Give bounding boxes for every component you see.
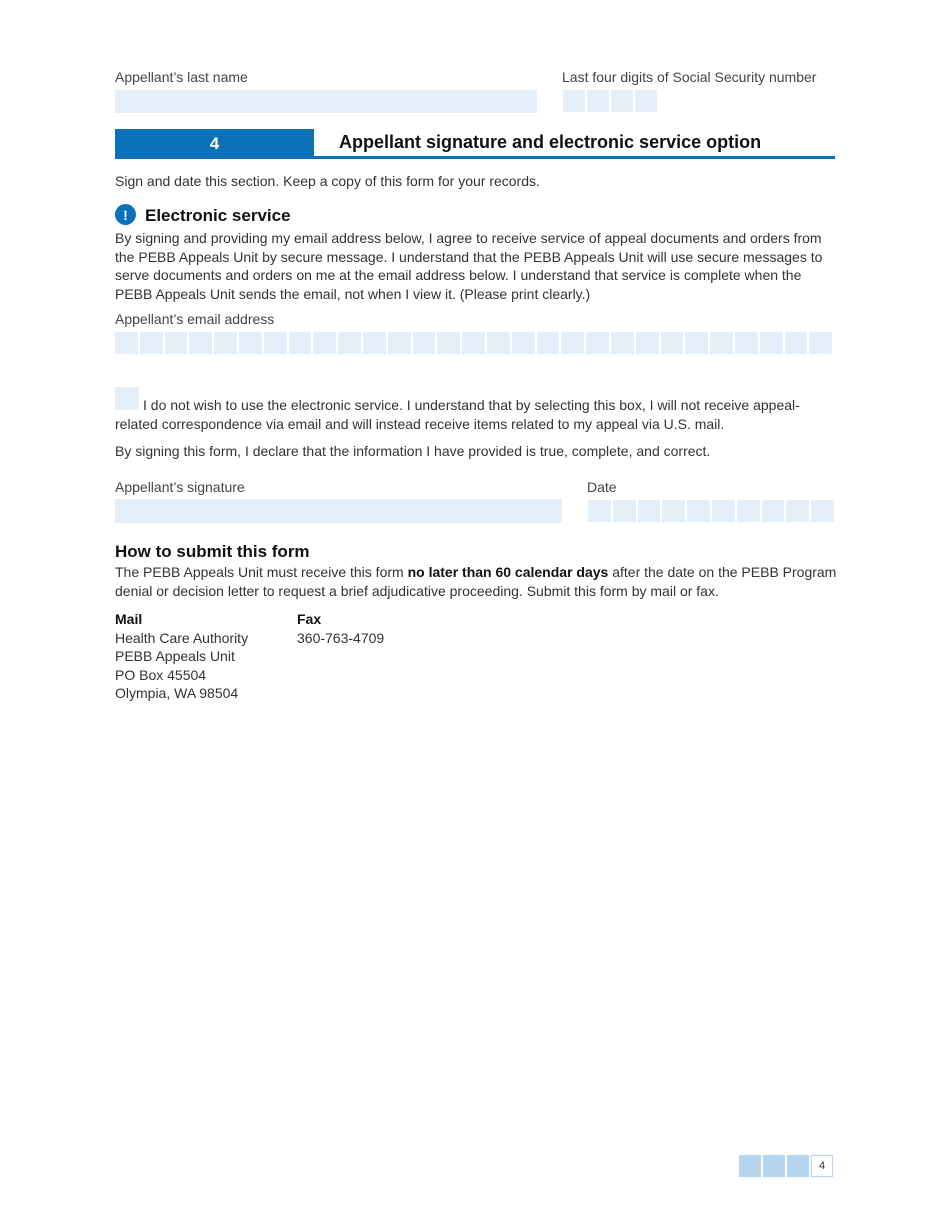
section-header — [115, 129, 835, 159]
char-box[interactable] — [685, 332, 708, 354]
char-box[interactable] — [638, 500, 661, 522]
section-number: 4 — [115, 129, 314, 159]
char-box[interactable] — [413, 332, 436, 354]
submit-body-pre: The PEBB Appeals Unit must receive this form — [115, 564, 408, 580]
opt-out-text: I do not wish to use the electronic service. I understand that by selecting this box, I will not receive appeal-related correspondence via email and will instead receive items related to my appeal via U.S. mail. — [115, 397, 800, 432]
date-label: Date — [587, 479, 617, 495]
char-box[interactable] — [636, 332, 659, 354]
char-box[interactable] — [140, 332, 163, 354]
ssn-digit-box[interactable] — [611, 90, 633, 112]
page-footer — [739, 1155, 833, 1177]
fax-number: 360-763-4709 — [297, 629, 385, 646]
char-box[interactable] — [760, 332, 783, 354]
char-box[interactable] — [611, 332, 634, 354]
fax-heading: Fax — [297, 611, 322, 627]
char-box[interactable] — [661, 332, 684, 354]
char-box[interactable] — [785, 332, 808, 354]
section-title: Appellant signature and electronic service option — [339, 132, 762, 152]
char-box[interactable] — [809, 332, 832, 354]
mail-heading: Mail — [115, 611, 143, 627]
char-box[interactable] — [264, 332, 287, 354]
char-box[interactable] — [737, 500, 760, 522]
char-box[interactable] — [786, 500, 809, 522]
ssn-input[interactable] — [563, 90, 657, 112]
char-box[interactable] — [363, 332, 386, 354]
mail-line: PO Box 45504 — [115, 666, 207, 683]
ssn-label: Last four digits of Social Security number — [562, 69, 817, 85]
page-tab — [787, 1155, 809, 1177]
mail-block — [115, 610, 248, 703]
char-box[interactable] — [487, 332, 510, 354]
mail-line: Health Care Authority — [115, 629, 249, 646]
declaration-text: By signing this form, I declare that the information I have provided is true, complete, and correct. — [115, 443, 711, 459]
char-box[interactable] — [437, 332, 460, 354]
char-box[interactable] — [115, 332, 138, 354]
mail-line: PEBB Appeals Unit — [115, 648, 235, 664]
section-instructions: Sign and date this section. Keep a copy of this form for your records. — [115, 173, 540, 189]
char-box[interactable] — [735, 332, 758, 354]
char-box[interactable] — [561, 332, 584, 354]
char-box[interactable] — [165, 332, 188, 354]
char-box[interactable] — [537, 332, 560, 354]
page-tab — [763, 1155, 785, 1177]
char-box[interactable] — [811, 500, 834, 522]
char-box[interactable] — [710, 332, 733, 354]
electronic-service-heading: Electronic service — [145, 206, 291, 225]
char-box[interactable] — [586, 332, 609, 354]
char-box[interactable] — [313, 332, 336, 354]
info-alert-icon: ! — [115, 204, 136, 225]
char-box[interactable] — [338, 332, 361, 354]
mail-line: Olympia, WA 98504 — [115, 685, 239, 701]
last-name-input[interactable] — [115, 90, 537, 113]
char-box[interactable] — [712, 500, 735, 522]
ssn-digit-box[interactable] — [587, 90, 609, 112]
ssn-digit-box[interactable] — [563, 90, 585, 112]
char-box[interactable] — [613, 500, 636, 522]
char-box[interactable] — [189, 332, 212, 354]
char-box[interactable] — [662, 500, 685, 522]
char-box[interactable] — [388, 332, 411, 354]
char-box[interactable] — [512, 332, 535, 354]
submit-deadline: no later than 60 calendar days — [407, 564, 609, 580]
char-box[interactable] — [289, 332, 312, 354]
date-input[interactable] — [588, 500, 834, 522]
char-box[interactable] — [462, 332, 485, 354]
page-number: 4 — [811, 1155, 833, 1177]
electronic-service-body: By signing and providing my email address below, I agree to receive service of appeal documents and orders from the PEBB Appeals Unit by secure message. I understand that the PEBB Appeals Unit will use secure messages to serve documents and orders on me at the email address below. I understand that service is complete when the PEBB Appeals Unit sends the email, not when I view it. (Please print clearly.) — [115, 230, 823, 302]
submit-body-post: after the date on the PEBB Program denial or decision letter to request a brief adjudicative proceeding. Submit this form by mail or fax. — [115, 564, 837, 599]
last-name-label: Appellant’s last name — [115, 69, 248, 85]
email-label: Appellant’s email address — [115, 311, 275, 327]
char-box[interactable] — [214, 332, 237, 354]
signature-input[interactable] — [115, 499, 562, 523]
page-tab — [739, 1155, 761, 1177]
fax-block — [297, 610, 384, 647]
char-box[interactable] — [588, 500, 611, 522]
email-input[interactable] — [115, 332, 832, 354]
char-box[interactable] — [687, 500, 710, 522]
char-box[interactable] — [239, 332, 262, 354]
ssn-digit-box[interactable] — [635, 90, 657, 112]
char-box[interactable] — [762, 500, 785, 522]
signature-label: Appellant’s signature — [115, 479, 245, 495]
submit-body — [115, 563, 839, 600]
submit-heading: How to submit this form — [115, 542, 310, 561]
